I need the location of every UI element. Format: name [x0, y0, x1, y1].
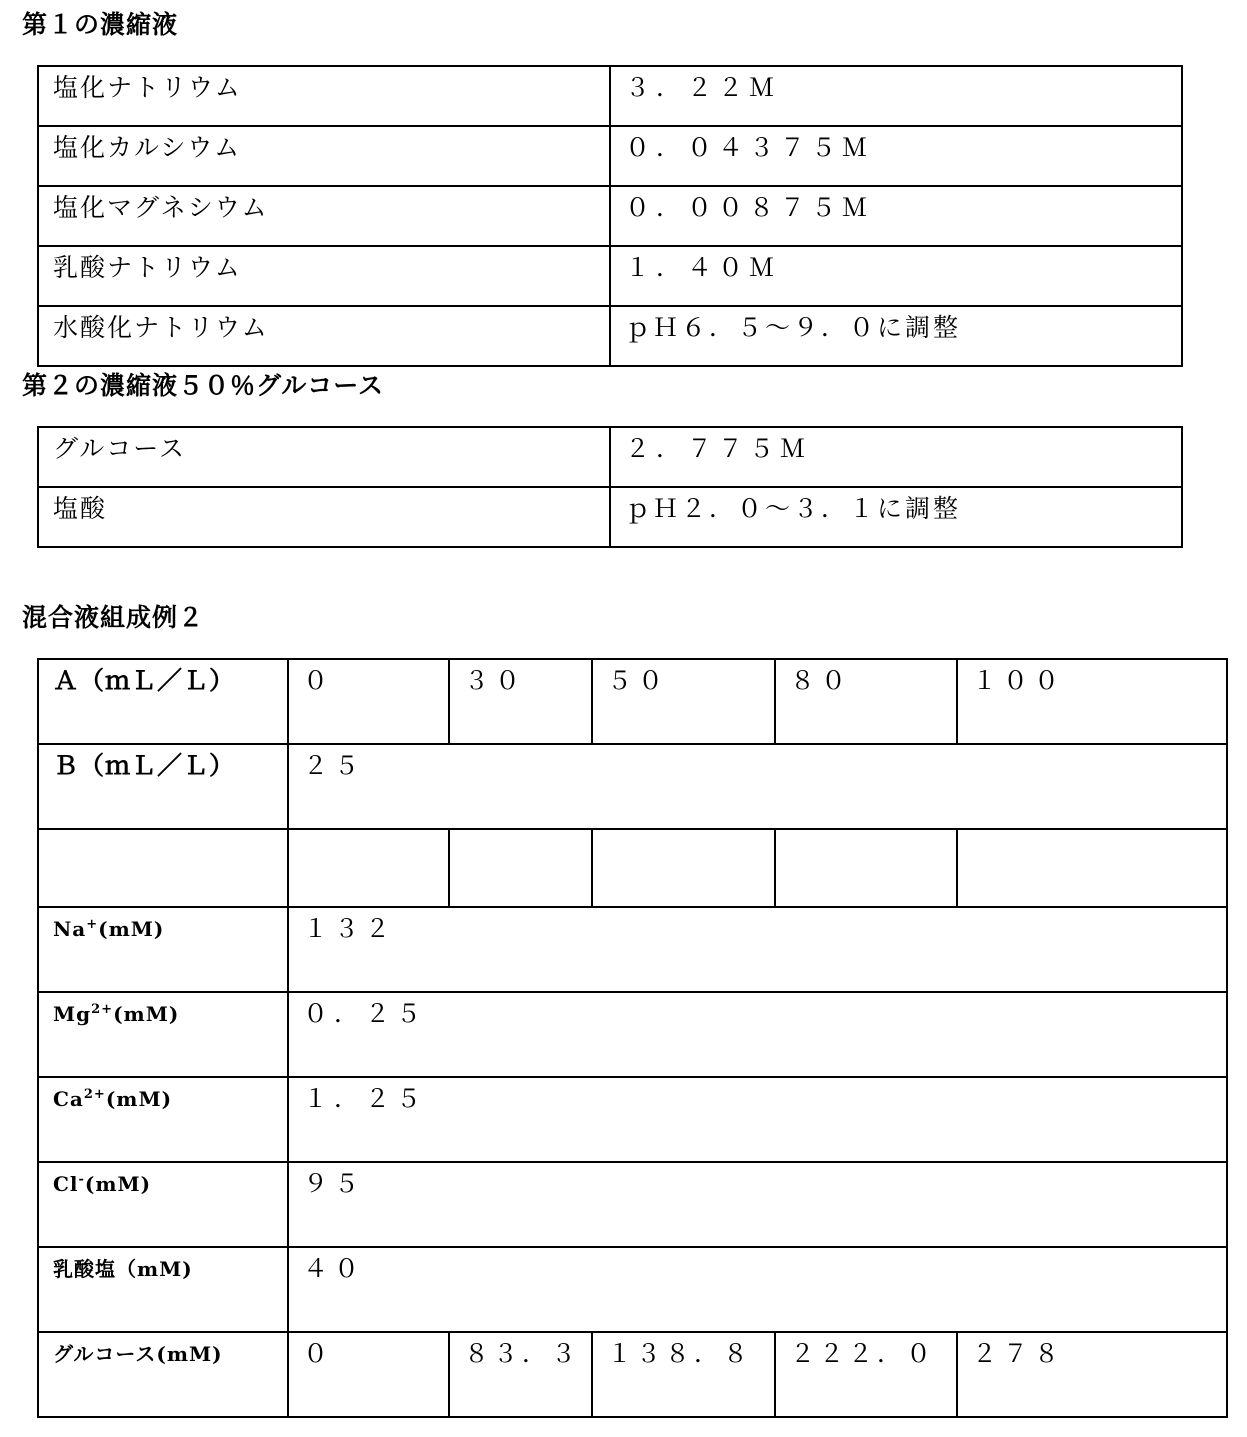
cell: １．２５	[288, 1077, 1227, 1162]
component-value: ｐＨ６．５〜９．０に調整	[610, 306, 1182, 366]
table-row-ca	[38, 1077, 1227, 1162]
table-row-b	[38, 744, 1227, 829]
table-row-a	[38, 659, 1227, 744]
table-row-mg	[38, 992, 1227, 1077]
cell: ２７８	[957, 1332, 1227, 1417]
table-row	[38, 126, 1182, 186]
cell: ３０	[449, 659, 592, 744]
cell: １３８．８	[592, 1332, 775, 1417]
mixture-composition-table	[37, 658, 1228, 1418]
component-name: 水酸化ナトリウム	[38, 306, 610, 366]
cell: ５０	[592, 659, 775, 744]
concentrate-2-table	[37, 426, 1183, 548]
cell: ９５	[288, 1162, 1227, 1247]
cell: ０．２５	[288, 992, 1227, 1077]
cell: ２５	[288, 744, 1227, 829]
table-row-glucose	[38, 1332, 1227, 1417]
cell: ４０	[288, 1247, 1227, 1332]
cell: ２２２．０	[775, 1332, 957, 1417]
cell: １３２	[288, 907, 1227, 992]
cell	[775, 829, 957, 907]
component-value: ３．２２Ｍ	[610, 66, 1182, 126]
row-label: グルコース(mM)	[38, 1332, 288, 1417]
section1-title: 第１の濃縮液	[22, 10, 179, 39]
component-name: 塩化カルシウム	[38, 126, 610, 186]
label-sup: -	[78, 1172, 85, 1187]
label-unit: (mM)	[113, 1002, 180, 1026]
label-base: Cl	[53, 1172, 79, 1196]
table-row	[38, 487, 1182, 547]
label-unit: (mM)	[98, 917, 165, 941]
cell	[957, 829, 1227, 907]
component-name: 塩酸	[38, 487, 610, 547]
table-row	[38, 246, 1182, 306]
cell	[38, 829, 288, 907]
label-sup: +	[86, 917, 99, 932]
cell	[288, 829, 449, 907]
table-row	[38, 427, 1182, 487]
cell: ０	[288, 659, 449, 744]
row-label: Ｂ（ｍＬ／Ｌ）	[38, 744, 288, 829]
label-unit: (mM)	[84, 1172, 152, 1196]
label-base: Na	[53, 917, 87, 941]
component-name: 塩化ナトリウム	[38, 66, 610, 126]
row-label	[38, 907, 288, 992]
label-sup: 2+	[91, 1002, 114, 1017]
label-base: Mg	[53, 1002, 92, 1026]
concentrate-1-table	[37, 65, 1183, 367]
component-value: ２．７７５Ｍ	[610, 427, 1182, 487]
component-value: ０．０４３７５Ｍ	[610, 126, 1182, 186]
table-row-lactate	[38, 1247, 1227, 1332]
component-name: グルコース	[38, 427, 610, 487]
label-sup: 2+	[83, 1087, 106, 1102]
component-name: 乳酸ナトリウム	[38, 246, 610, 306]
cell: ０	[288, 1332, 449, 1417]
label-base: Ca	[53, 1087, 84, 1111]
cell: ８０	[775, 659, 957, 744]
row-label	[38, 992, 288, 1077]
section2-title: 第２の濃縮液５０％グルコース	[22, 371, 385, 400]
cell: ８３．３	[449, 1332, 592, 1417]
table-row	[38, 66, 1182, 126]
component-value: ｐＨ２．０〜３．１に調整	[610, 487, 1182, 547]
row-label	[38, 1162, 288, 1247]
table-row-empty	[38, 829, 1227, 907]
table-row-cl	[38, 1162, 1227, 1247]
row-label: Ａ（ｍＬ／Ｌ）	[38, 659, 288, 744]
component-value: １．４０Ｍ	[610, 246, 1182, 306]
label-unit: (mM)	[105, 1087, 173, 1111]
table-row	[38, 306, 1182, 366]
table-row-na	[38, 907, 1227, 992]
section3-title: 混合液組成例２	[22, 603, 205, 632]
component-name: 塩化マグネシウム	[38, 186, 610, 246]
cell: １００	[957, 659, 1227, 744]
component-value: ０．００８７５Ｍ	[610, 186, 1182, 246]
table-row	[38, 186, 1182, 246]
row-label	[38, 1077, 288, 1162]
cell	[592, 829, 775, 907]
cell	[449, 829, 592, 907]
row-label: 乳酸塩（mM)	[38, 1247, 288, 1332]
